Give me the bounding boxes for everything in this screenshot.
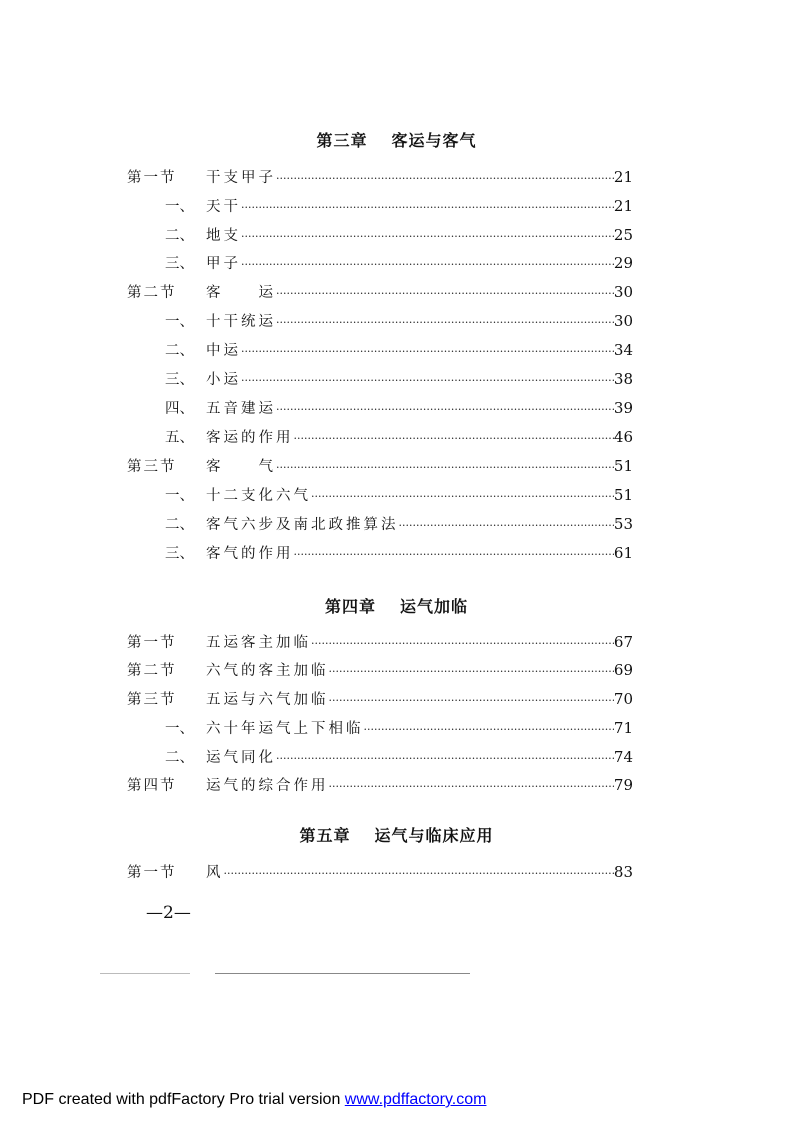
entry-label: 第四节 xyxy=(127,778,177,794)
page-number: —2— xyxy=(146,903,191,923)
entry-label: 第二节 xyxy=(127,285,177,301)
entry-title: 干支甲子 xyxy=(206,170,276,186)
entry-label: 第三节 xyxy=(127,692,177,708)
entry-title: 五运客主加临 xyxy=(206,635,311,651)
toc-section-entry[interactable] xyxy=(127,688,633,708)
entry-label: 第二节 xyxy=(127,663,177,679)
toc-subsection-entry[interactable] xyxy=(165,310,633,330)
chapter-heading xyxy=(0,128,793,151)
dot-leader xyxy=(294,548,614,561)
chapter-heading xyxy=(0,594,793,617)
entry-label: 二、 xyxy=(165,517,194,533)
dot-leader xyxy=(241,374,614,387)
chapter-number: 第五章 xyxy=(299,826,351,845)
entry-label: 二、 xyxy=(165,750,194,766)
entry-title: 甲子 xyxy=(206,256,241,272)
entry-title: 地支 xyxy=(206,228,241,244)
toc-section-entry[interactable] xyxy=(127,861,633,881)
dot-leader xyxy=(329,780,614,793)
entry-page: 30 xyxy=(613,312,633,330)
entry-title: 六十年运气上下相临 xyxy=(206,721,364,737)
dot-leader xyxy=(276,316,614,329)
toc-subsection-entry[interactable] xyxy=(165,195,633,215)
footer-text: PDF created with pdfFactory Pro trial version xyxy=(22,1091,345,1108)
toc-subsection-entry[interactable] xyxy=(165,542,633,562)
entry-label: 三、 xyxy=(165,546,194,562)
dot-leader xyxy=(399,519,614,532)
dot-leader xyxy=(276,287,614,300)
dot-leader xyxy=(276,403,614,416)
entry-page: 69 xyxy=(613,661,633,679)
entry-page: 53 xyxy=(613,515,633,533)
toc-subsection-entry[interactable] xyxy=(165,339,633,359)
entry-page: 30 xyxy=(613,283,633,301)
entry-page: 29 xyxy=(613,254,633,272)
dot-leader xyxy=(276,461,614,474)
entry-title: 十干统运 xyxy=(206,314,276,330)
entry-page: 21 xyxy=(613,197,633,215)
toc-section-entry[interactable] xyxy=(127,166,633,186)
dot-leader xyxy=(364,723,614,736)
entry-title: 小运 xyxy=(206,372,241,388)
entry-label: 第一节 xyxy=(127,170,177,186)
entry-label: 一、 xyxy=(165,721,194,737)
toc-section-entry[interactable] xyxy=(127,281,633,301)
entry-page: 51 xyxy=(613,457,633,475)
entry-page: 71 xyxy=(613,719,633,737)
entry-label: 第三节 xyxy=(127,459,177,475)
entry-title: 风 xyxy=(206,865,224,881)
pdf-footer xyxy=(22,1091,486,1109)
chapter-number: 第四章 xyxy=(324,597,376,616)
dot-leader xyxy=(241,345,614,358)
toc-section-entry[interactable] xyxy=(127,631,633,651)
chapter-number: 第三章 xyxy=(316,131,368,150)
entry-title: 运气的综合作用 xyxy=(206,778,329,794)
entry-label: 二、 xyxy=(165,343,194,359)
entry-label: 第一节 xyxy=(127,865,177,881)
entry-title: 客气的作用 xyxy=(206,546,294,562)
entry-label: 五、 xyxy=(165,430,194,446)
entry-title: 客气六步及南北政推算法 xyxy=(206,517,399,533)
dot-leader xyxy=(276,172,614,185)
toc-subsection-entry[interactable] xyxy=(165,224,633,244)
toc-section-entry[interactable] xyxy=(127,659,633,679)
entry-page: 21 xyxy=(613,168,633,186)
dot-leader xyxy=(224,867,614,880)
entry-page: 70 xyxy=(613,690,633,708)
dot-leader xyxy=(241,230,614,243)
entry-title: 十二支化六气 xyxy=(206,488,311,504)
dot-leader xyxy=(329,694,614,707)
entry-label: 三、 xyxy=(165,256,194,272)
entry-page: 51 xyxy=(613,486,633,504)
entry-page: 39 xyxy=(613,399,633,417)
entry-label: 四、 xyxy=(165,401,194,417)
chapter-title: 运气与临床应用 xyxy=(374,826,494,845)
footer-link[interactable]: www.pdffactory.com xyxy=(344,1091,487,1108)
toc-subsection-entry[interactable] xyxy=(165,513,633,533)
entry-page: 67 xyxy=(613,633,633,651)
dot-leader xyxy=(294,432,614,445)
entry-page: 79 xyxy=(613,776,633,794)
toc-section-entry[interactable] xyxy=(127,455,633,475)
toc-subsection-entry[interactable] xyxy=(165,368,633,388)
entry-label: 第一节 xyxy=(127,635,177,651)
entry-title: 客 运 xyxy=(206,285,276,301)
entry-title: 五运与六气加临 xyxy=(206,692,329,708)
scan-artifact xyxy=(100,973,190,974)
entry-page: 74 xyxy=(613,748,633,766)
entry-title: 运气同化 xyxy=(206,750,276,766)
toc-subsection-entry[interactable] xyxy=(165,397,633,417)
scan-artifact xyxy=(215,973,470,974)
toc-subsection-entry[interactable] xyxy=(165,426,633,446)
entry-page: 61 xyxy=(613,544,633,562)
dot-leader xyxy=(311,490,614,503)
toc-subsection-entry[interactable] xyxy=(165,252,633,272)
entry-page: 46 xyxy=(613,428,633,446)
entry-label: 一、 xyxy=(165,199,194,215)
chapter-title: 客运与客气 xyxy=(391,131,477,150)
entry-label: 三、 xyxy=(165,372,194,388)
entry-title: 客运的作用 xyxy=(206,430,294,446)
entry-title: 六气的客主加临 xyxy=(206,663,329,679)
dot-leader xyxy=(311,637,614,650)
chapter-title: 运气加临 xyxy=(400,597,469,616)
entry-title: 五音建运 xyxy=(206,401,276,417)
entry-page: 34 xyxy=(613,341,633,359)
entry-label: 一、 xyxy=(165,488,194,504)
dot-leader xyxy=(276,752,614,765)
toc-subsection-entry[interactable] xyxy=(165,484,633,504)
dot-leader xyxy=(241,258,614,271)
toc-subsection-entry[interactable] xyxy=(165,717,633,737)
toc-subsection-entry[interactable] xyxy=(165,746,633,766)
entry-title: 客 气 xyxy=(206,459,276,475)
entry-page: 25 xyxy=(613,226,633,244)
dot-leader xyxy=(241,201,614,214)
entry-label: 二、 xyxy=(165,228,194,244)
entry-title: 天干 xyxy=(206,199,241,215)
entry-page: 38 xyxy=(613,370,633,388)
chapter-heading xyxy=(0,823,793,846)
entry-page: 83 xyxy=(613,863,633,881)
entry-label: 一、 xyxy=(165,314,194,330)
toc-section-entry[interactable] xyxy=(127,774,633,794)
entry-title: 中运 xyxy=(206,343,241,359)
dot-leader xyxy=(329,665,614,678)
